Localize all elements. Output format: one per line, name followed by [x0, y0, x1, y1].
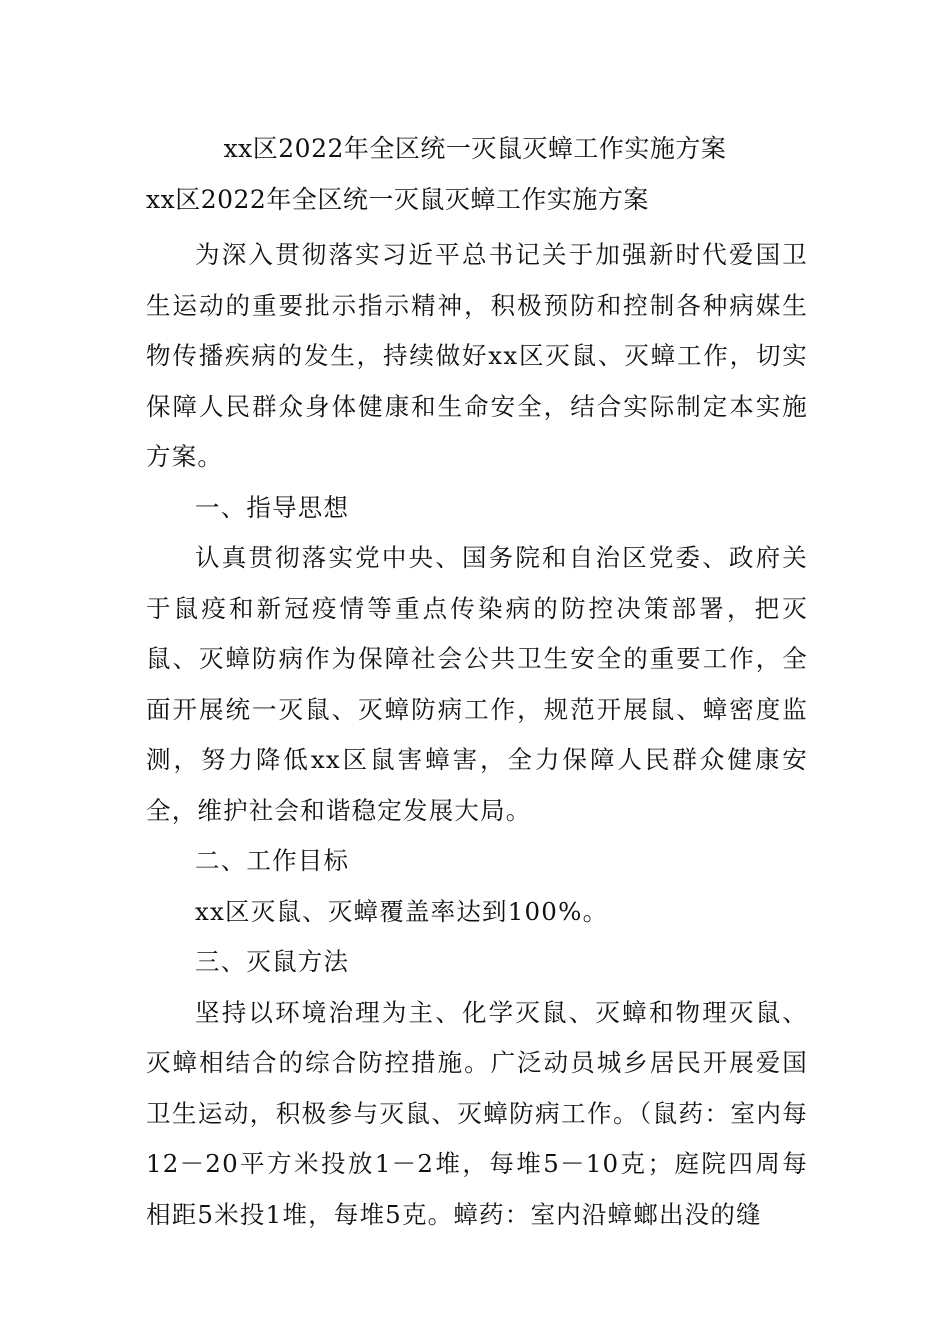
section-heading-rodent-control-method: 三、灭鼠方法	[195, 947, 350, 976]
section-heading-guiding-ideology: 一、指导思想	[195, 492, 350, 522]
document-subtitle: xx区2022年全区统一灭鼠灭蟑工作实施方案	[146, 185, 649, 214]
section-heading-work-goal: 二、工作目标	[195, 846, 350, 875]
section-body-work-goal: xx区灭鼠、灭蟑覆盖率达到100%。	[195, 896, 609, 926]
document-body	[146, 230, 808, 1240]
section-body-guiding-ideology: 认真贯彻落实党中央、国务院和自治区党委、政府关于鼠疫和新冠疫情等重点传染病的防控决策部署，把灭鼠、灭蟑防病作为保障社会公共卫生安全的重要工作，全面开展统一灭鼠、灭蟑防病工作，规范开展鼠、蟑密度监测，努力降低xx区鼠害蟑害，全力保障人民群众健康安全，维护社会和谐稳定发展大局。	[146, 543, 808, 825]
document-title: xx区2022年全区统一灭鼠灭蟑工作实施方案	[223, 134, 727, 163]
section-body-rodent-control-method: 坚持以环境治理为主、化学灭鼠、灭蟑和物理灭鼠、灭蟑相结合的综合防控措施。广泛动员城乡居民开展爱国卫生运动，积极参与灭鼠、灭蟑防病工作。（鼠药：室内每12－20平方米投放1－2堆，每堆5－10克；庭院四周每相距5米投1堆，每堆5克。蟑药：室内沿蟑螂出没的缝	[146, 997, 808, 1229]
intro-paragraph: 为深入贯彻落实习近平总书记关于加强新时代爱国卫生运动的重要批示指示精神，积极预防和控制各种病媒生物传播疾病的发生，持续做好xx区灭鼠、灭蟑工作，切实保障人民群众身体健康和生命安全，结合实际制定本实施方案。	[146, 240, 808, 471]
